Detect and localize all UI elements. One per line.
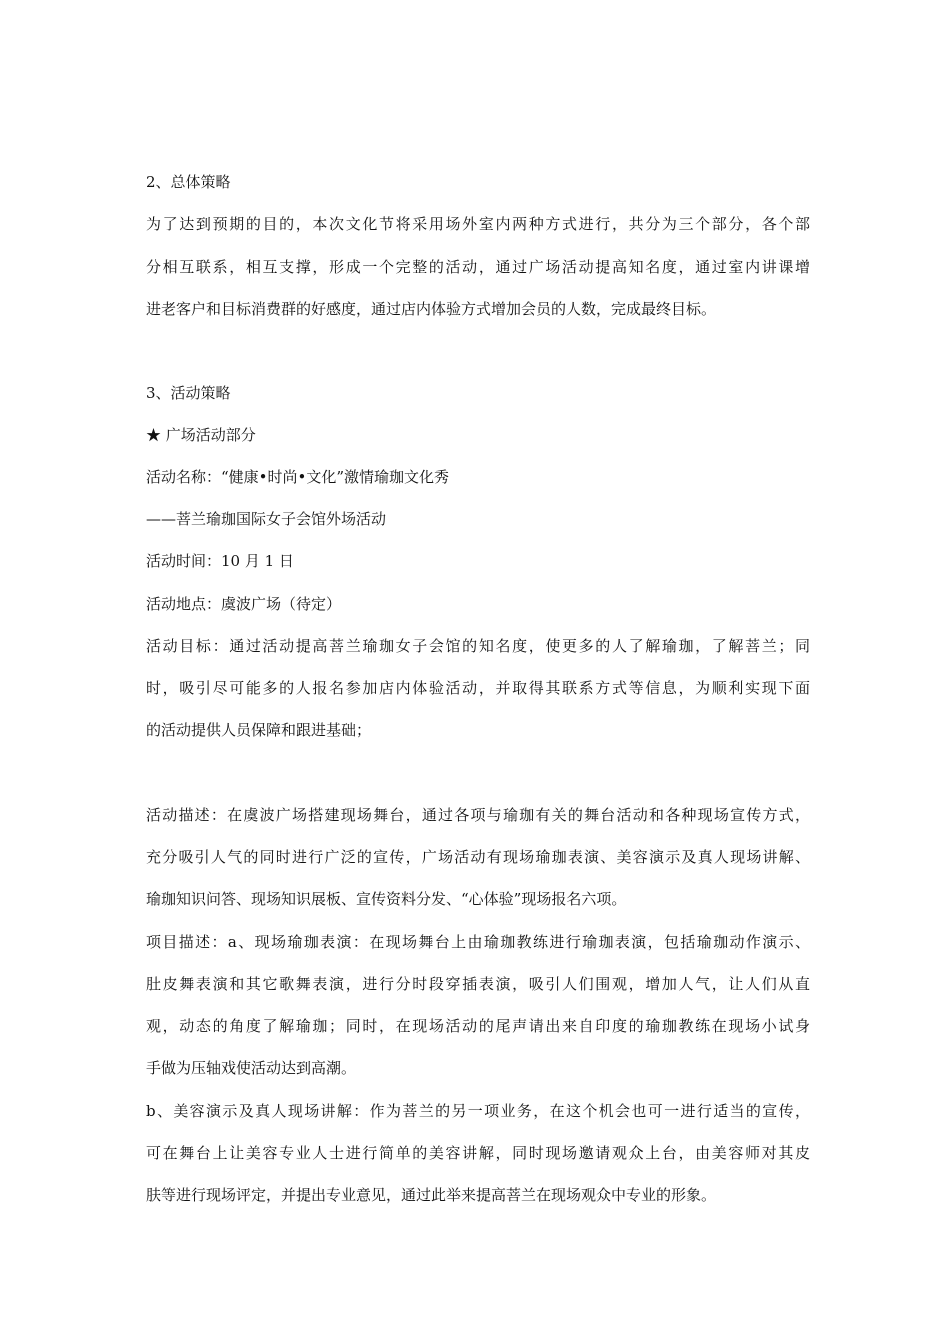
section-2-heading: 2、总体策略	[146, 173, 231, 191]
item-b-line-2: 可在舞台上让美容专业人士进行简单的美容讲解，同时现场邀请观众上台，由美容师对其皮	[146, 1144, 810, 1162]
activity-goal-line-1: 活动目标：通过活动提高菩兰瑜珈女子会馆的知名度，使更多的人了解瑜珈，了解菩兰；同	[146, 637, 810, 655]
activity-desc-line-3: 瑜珈知识问答、现场知识展板、宣传资料分发、“心体验”现场报名六项。	[146, 890, 627, 908]
activity-place: 活动地点：虞波广场（待定）	[146, 595, 342, 613]
item-a-line-4: 手做为压轴戏使活动达到高潮。	[146, 1059, 357, 1077]
strategy-paragraph-line-2: 分相互联系，相互支撑，形成一个完整的活动，通过广场活动提高知名度，通过室内讲课增	[146, 258, 810, 276]
activity-goal-line-3: 的活动提供人员保障和跟进基础；	[146, 721, 372, 739]
activity-desc-line-1: 活动描述：在虞波广场搭建现场舞台，通过各项与瑜珈有关的舞台活动和各种现场宣传方式，	[146, 806, 810, 824]
activity-subtitle: ——菩兰瑜珈国际女子会馆外场活动	[146, 510, 387, 528]
item-a-line-3: 观，动态的角度了解瑜珈；同时，在现场活动的尾声请出来自印度的瑜珈教练在现场小试身	[146, 1017, 810, 1035]
strategy-paragraph-line-1: 为了达到预期的目的，本次文化节将采用场外室内两种方式进行，共分为三个部分，各个部	[146, 215, 810, 233]
item-b-line-1: b、美容演示及真人现场讲解：作为菩兰的另一项业务，在这个机会也可一进行适当的宣传，	[146, 1102, 810, 1120]
plaza-activity-subheading: ★ 广场活动部分	[146, 426, 256, 444]
activity-desc-line-2: 充分吸引人气的同时进行广泛的宣传，广场活动有现场瑜珈表演、美容演示及真人现场讲解、	[146, 848, 810, 866]
item-b-line-3: 肤等进行现场评定，并提出专业意见，通过此举来提高菩兰在现场观众中专业的形象。	[146, 1186, 717, 1204]
activity-name: 活动名称：“健康•时尚•文化”激情瑜珈文化秀	[146, 468, 450, 486]
strategy-paragraph-line-3: 进老客户和目标消费群的好感度，通过店内体验方式增加会员的人数，完成最终目标。	[146, 300, 717, 318]
section-3-heading: 3、活动策略	[146, 384, 231, 402]
item-a-line-2: 肚皮舞表演和其它歌舞表演，进行分时段穿插表演，吸引人们围观，增加人气，让人们从直	[146, 975, 810, 993]
activity-goal-line-2: 时，吸引尽可能多的人报名参加店内体验活动，并取得其联系方式等信息，为顺利实现下面	[146, 679, 810, 697]
item-a-line-1: 项目描述：a、现场瑜珈表演：在现场舞台上由瑜珈教练进行瑜珈表演，包括瑜珈动作演示、	[146, 933, 810, 951]
activity-time: 活动时间：10 月 1 日	[146, 552, 294, 570]
